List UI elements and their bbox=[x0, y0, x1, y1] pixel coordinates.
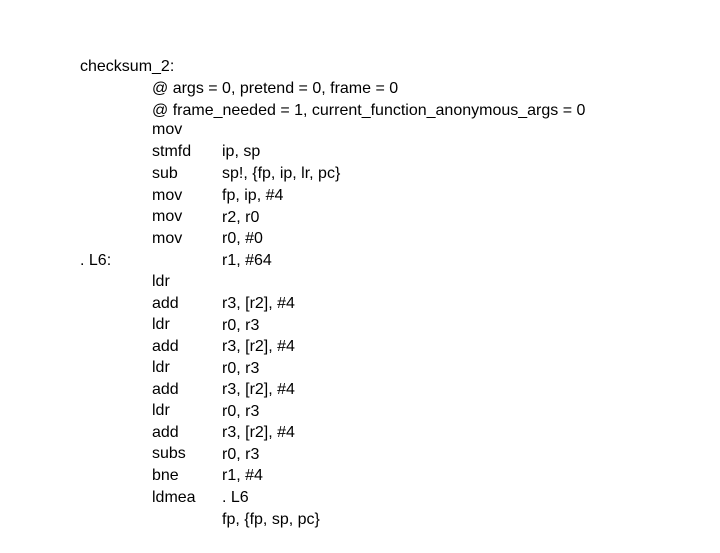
instruction-mnemonic: ldr bbox=[152, 359, 170, 376]
instruction-operands: r3, [r2], #4 bbox=[222, 295, 295, 312]
instruction-operands: r3, [r2], #4 bbox=[222, 338, 295, 355]
instruction-operands: r2, r0 bbox=[222, 209, 260, 226]
instruction-mnemonic: mov bbox=[152, 230, 183, 247]
instruction-operands: r1, #64 bbox=[222, 252, 272, 269]
function-label-line bbox=[0, 34, 175, 75]
instruction-operands: r0, r3 bbox=[222, 360, 260, 377]
instruction-mnemonic: add bbox=[152, 295, 179, 312]
instruction-mnemonic: ldr bbox=[152, 402, 170, 419]
instruction-operands: r0, #0 bbox=[222, 230, 263, 247]
instruction-operands: r3, [r2], #4 bbox=[222, 424, 295, 441]
instruction-operands: r1, #4 bbox=[222, 467, 263, 484]
comment-text: @ args = 0, pretend = 0, frame = 0 bbox=[152, 80, 399, 97]
instruction-operands: r0, r3 bbox=[222, 403, 260, 420]
instruction-mnemonic: add bbox=[152, 424, 179, 441]
comment-text: @ frame_needed = 1, current_function_anonymous_args = 0 bbox=[152, 102, 586, 119]
instruction-mnemonic: ldr bbox=[152, 273, 170, 290]
instruction-operands: r0, r3 bbox=[222, 317, 260, 334]
instruction-mnemonic: mov bbox=[152, 121, 183, 138]
instruction-operands: . L6 bbox=[222, 489, 249, 506]
instruction-mnemonic: mov bbox=[152, 208, 183, 225]
instruction-mnemonic: add bbox=[152, 381, 179, 398]
instruction-mnemonic: sub bbox=[152, 165, 178, 182]
instruction-mnemonic: ldmea bbox=[152, 489, 196, 506]
instruction-operands: fp, {fp, sp, pc} bbox=[222, 511, 320, 528]
instruction-operands: ip, sp bbox=[222, 143, 261, 160]
instruction-mnemonic: ldr bbox=[152, 316, 170, 333]
instruction-mnemonic: stmfd bbox=[152, 143, 192, 160]
instruction-mnemonic: mov bbox=[152, 187, 183, 204]
instruction-mnemonic: subs bbox=[152, 445, 186, 462]
instruction-operands: sp!, {fp, ip, lr, pc} bbox=[222, 165, 341, 182]
loop-label: . L6: bbox=[80, 252, 112, 269]
loop-label-line bbox=[0, 228, 112, 269]
instruction-mnemonic: add bbox=[152, 338, 179, 355]
function-label: checksum_2: bbox=[80, 58, 175, 75]
instruction-operands: fp, ip, #4 bbox=[222, 187, 284, 204]
instruction-operands: r3, [r2], #4 bbox=[222, 381, 295, 398]
instruction-operands: r0, r3 bbox=[222, 446, 260, 463]
instruction-mnemonic: bne bbox=[152, 467, 179, 484]
